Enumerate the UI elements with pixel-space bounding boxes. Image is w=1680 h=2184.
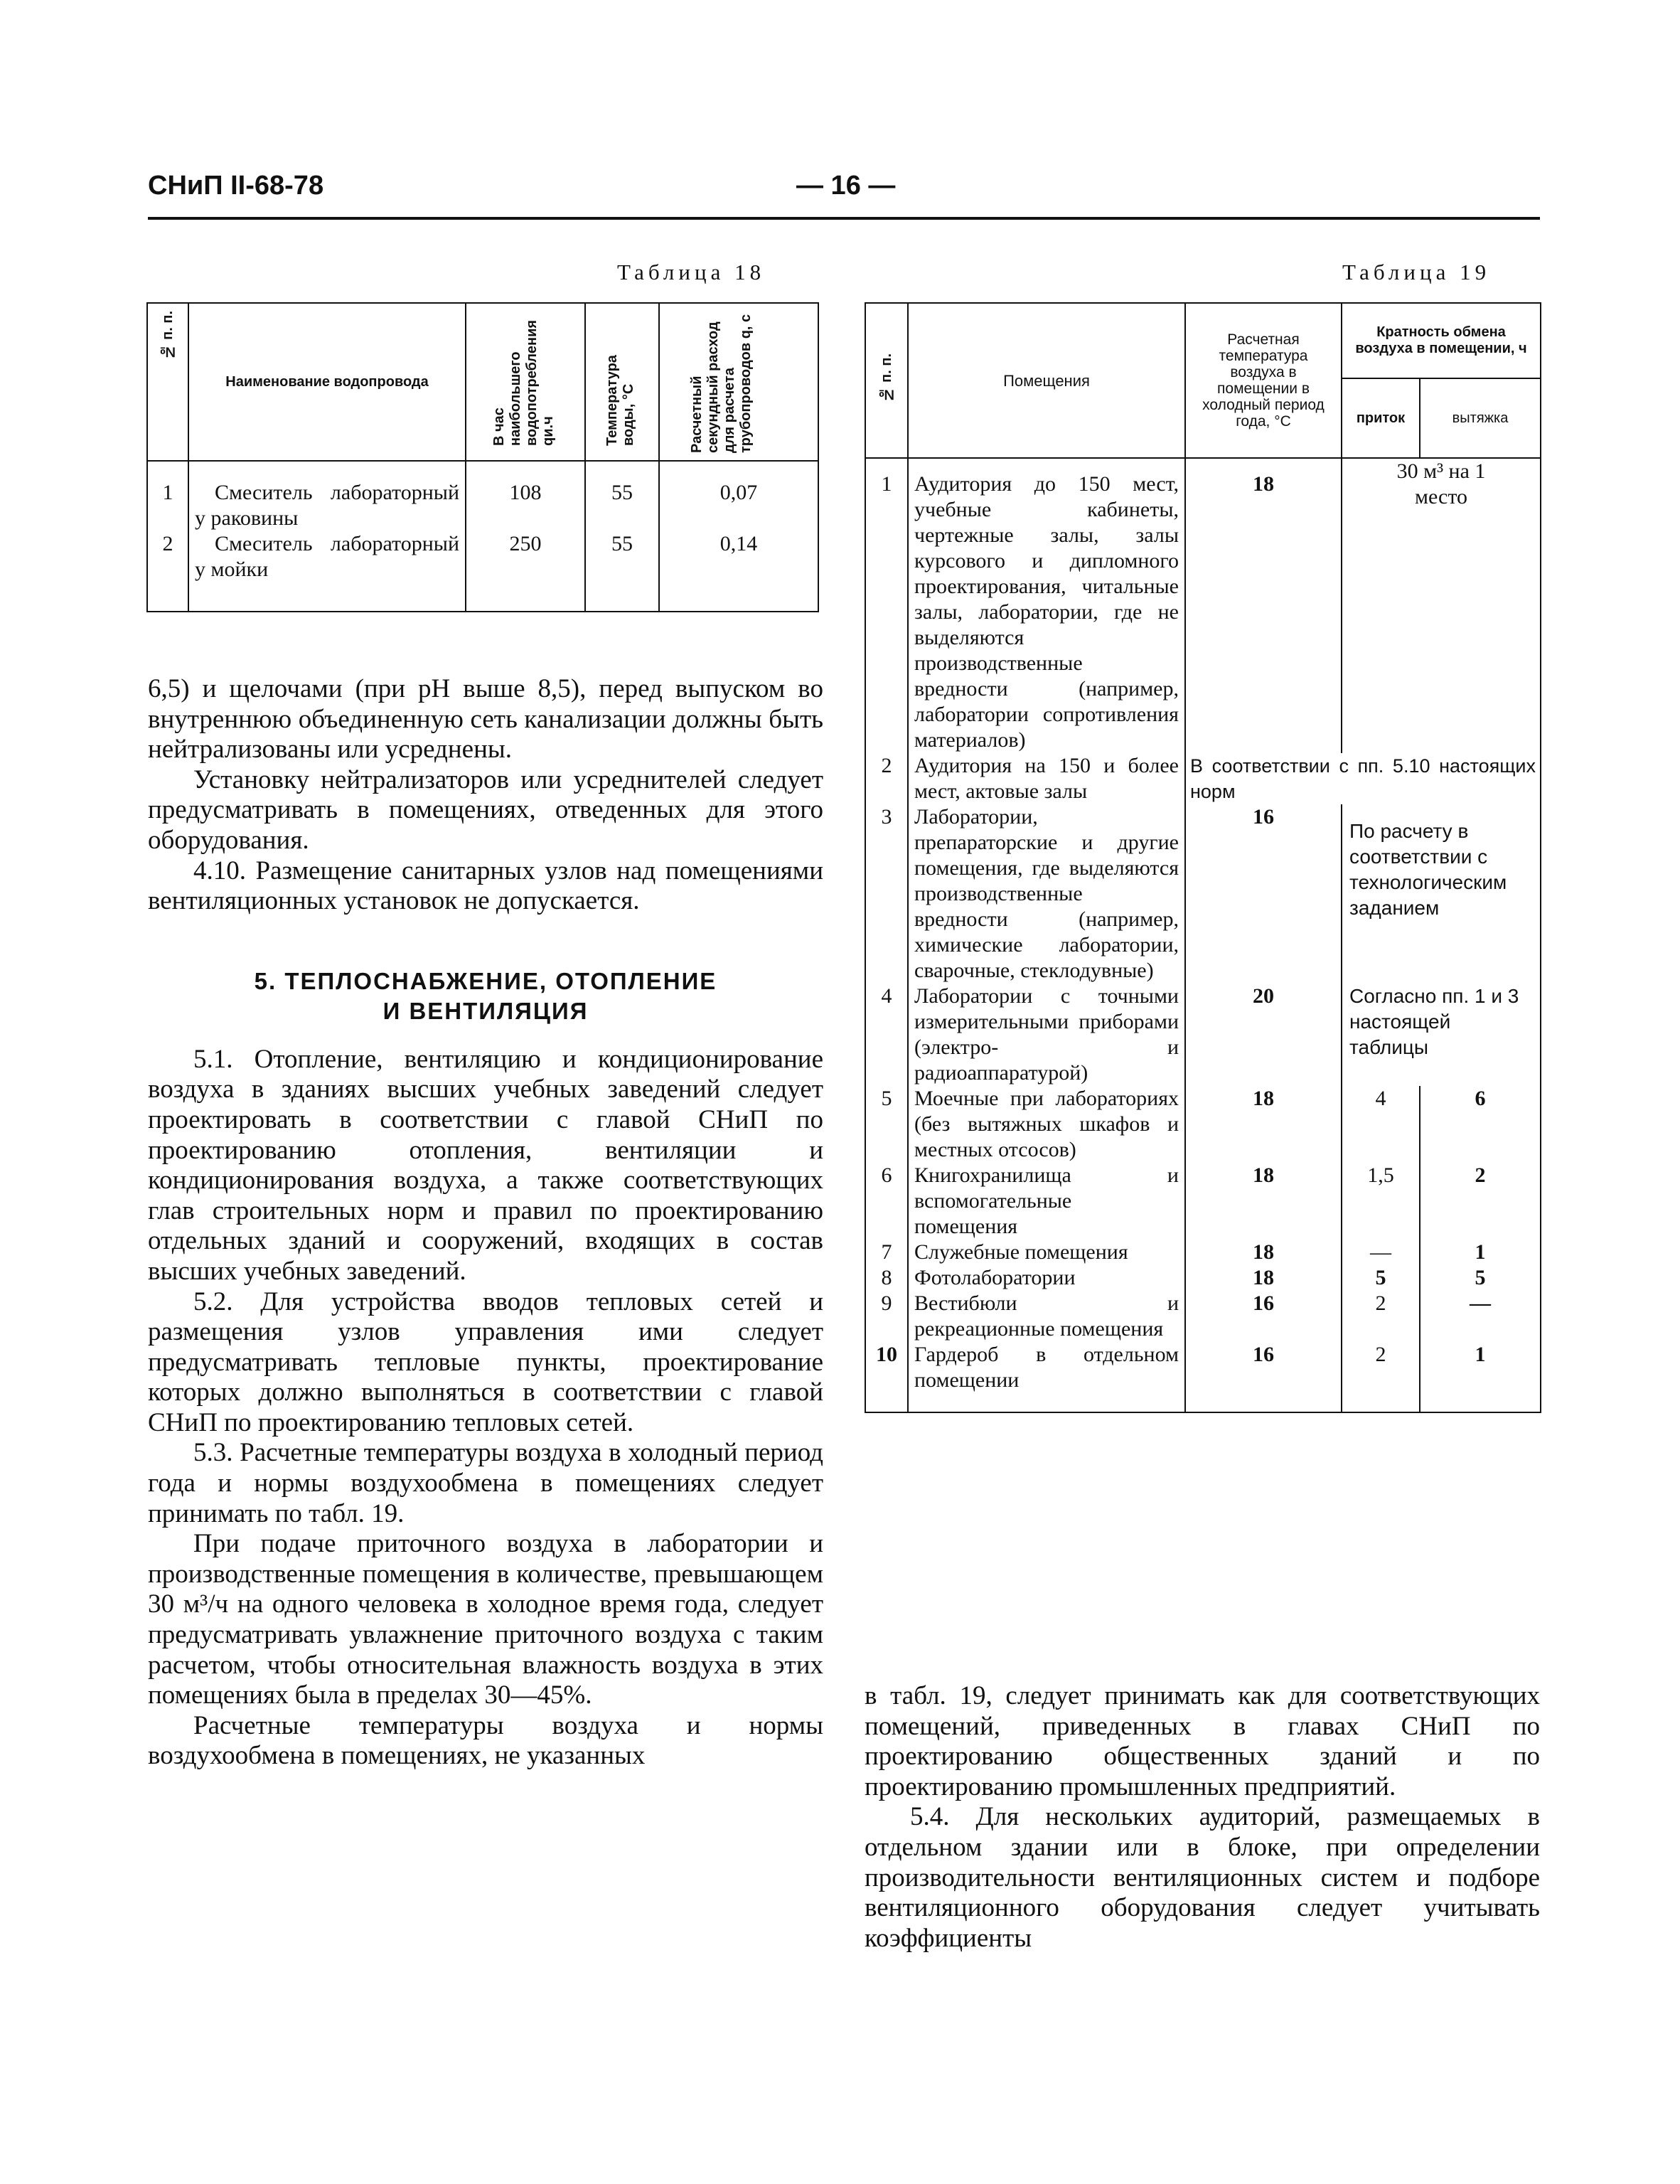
table-18 — [146, 302, 819, 612]
t19-cell-room: Книгохранилища и вспомогательные помещения — [908, 1163, 1185, 1240]
t19-header-exhaust: вытяжка — [1420, 378, 1541, 458]
t19-header-exchange: Кратность обмена воздуха в помещении, ч — [1342, 303, 1541, 378]
t19-cell-span: В соответствии с пп. 5.10 настоящих норм — [1185, 753, 1541, 804]
table-row — [147, 531, 818, 612]
t19-cell-num: 8 — [865, 1265, 908, 1291]
paragraph: 6,5) и щелочами (при pH выше 8,5), перед выпуском во внутреннюю объединенную сеть канализации должны быть нейтрализованы или усреднены. — [148, 674, 823, 765]
table-row — [865, 1240, 1541, 1265]
t19-cell-exhaust: 6 — [1420, 1086, 1541, 1163]
paragraph: в табл. 19, следует принимать как для соответствующих помещений, приведенных в главах СНиП по проектированию общественных зданий и по проектированию промышленных предприятий. — [865, 1681, 1540, 1801]
t19-cell-num: 6 — [865, 1163, 908, 1240]
t19-header-rooms: Помещения — [908, 303, 1185, 458]
t19-cell-supply: 5 — [1342, 1265, 1420, 1291]
t18-header-name: Наименование водопровода — [188, 303, 466, 461]
paragraph: 4.10. Размещение санитарных узлов над помещениями вентиляционных установок не допускается. — [148, 856, 823, 916]
t19-cell-temp: 16 — [1185, 1291, 1342, 1342]
t19-cell-num: 1 — [865, 458, 908, 753]
table-row — [865, 1342, 1541, 1412]
paragraph: Установку нейтрализаторов или усреднителей следует предусматривать в помещениях, отведенных для этого оборудования. — [148, 765, 823, 855]
t19-cell-supply: 2 — [1342, 1291, 1420, 1342]
t19-cell-room: Лаборатории с точными измерительными приборами (электро- и радиоаппаратурой) — [908, 984, 1185, 1086]
left-text-column — [148, 674, 823, 1772]
t19-cell-room: Гардероб в отдельном помещении — [908, 1342, 1185, 1412]
paragraph: Расчетные температуры воздуха и нормы воздухообмена в помещениях, не указанных — [148, 1710, 823, 1771]
t19-cell-supply: — — [1342, 1240, 1420, 1265]
t19-cell-room: Моечные при лабораториях (без вытяжных шкафов и местных отсосов) — [908, 1086, 1185, 1163]
section-heading-line1: 5. ТЕПЛОСНАБЖЕНИЕ, ОТОПЛЕНИЕ — [254, 967, 717, 994]
t19-cell-temp: 18 — [1185, 1240, 1342, 1265]
t19-cell-num: 3 — [865, 804, 908, 984]
t19-cell-room: Аудитория на 150 и более мест, актовые залы — [908, 753, 1185, 804]
t19-header-num: № п. п. — [865, 303, 908, 458]
table-row — [865, 1265, 1541, 1291]
t19-cell-supply: 1,5 — [1342, 1163, 1420, 1240]
paragraph: 5.2. Для устройства вводов тепловых сетей и размещения узлов управления ими следует предусматривать тепловые пункты, проектирование которых должно выполняться в соответствии с главой СНиП по проектированию тепловых сетей. — [148, 1287, 823, 1437]
t19-cell-num: 7 — [865, 1240, 908, 1265]
t18-cell-q-sec: 0,14 — [659, 531, 818, 612]
t18-header-q-sec: Расчетный секундный расход для расчета трубопроводов q, с — [659, 303, 818, 461]
t18-cell-name: Смеситель лабораторный у раковины — [188, 461, 466, 531]
t18-cell-num: 1 — [147, 461, 188, 531]
table-row — [865, 1086, 1541, 1163]
t19-cell-temp: 20 — [1185, 984, 1342, 1086]
table-row — [865, 804, 1541, 984]
t18-cell-temp: 55 — [585, 531, 659, 612]
t19-cell-temp: 18 — [1185, 458, 1342, 753]
t19-cell-num: 4 — [865, 984, 908, 1086]
t18-cell-name: Смеситель лабораторный у мойки — [188, 531, 466, 612]
t19-cell-exchange: 30 м³ на 1 место — [1342, 458, 1541, 753]
page-number: — 16 — — [796, 171, 896, 201]
t19-cell-temp: 18 — [1185, 1086, 1342, 1163]
t19-cell-room: Аудитория до 150 мест, учебные кабинеты, чертежные залы, залы курсового и дипломного проектирования, читальные залы, лаборатории, где не выделяются производственные вредности (например, лаборатории сопротивления материалов) — [908, 458, 1185, 753]
table-row — [865, 1163, 1541, 1240]
t19-cell-supply: 2 — [1342, 1342, 1420, 1412]
t19-cell-exhaust: — — [1420, 1291, 1541, 1342]
t19-cell-temp: 16 — [1185, 1342, 1342, 1412]
section-heading — [148, 966, 823, 1026]
table-row — [865, 753, 1541, 804]
t19-cell-exhaust: 5 — [1420, 1265, 1541, 1291]
t19-cell-temp: 16 — [1185, 804, 1342, 984]
t19-cell-num: 9 — [865, 1291, 908, 1342]
t18-cell-temp: 55 — [585, 461, 659, 531]
paragraph: При подаче приточного воздуха в лаборатории и производственные помещения в количестве, превышающем 30 м³/ч на одного человека в холодное время года, следует предусматривать увлажнение приточного воздуха с таким расчетом, чтобы относительная влажность воздуха в этих помещениях была в пределах 30—45%. — [148, 1529, 823, 1710]
t19-cell-temp: 18 — [1185, 1163, 1342, 1240]
t18-header-q-hour: В час наибольшего водопотребления qи.ч — [466, 303, 585, 461]
t19-header-temp: Расчетная температура воздуха в помещении в холодный период года, °С — [1185, 303, 1342, 458]
table-row — [865, 984, 1541, 1086]
section-heading-line2: И ВЕНТИЛЯЦИЯ — [382, 997, 589, 1024]
t19-cell-temp: 18 — [1185, 1265, 1342, 1291]
t19-cell-exhaust: 2 — [1420, 1163, 1541, 1240]
table-19 — [865, 302, 1541, 1413]
t19-cell-room: Лаборатории, препараторские и другие помещения, где выделяются производственные вредности (например, химические лаборатории, сварочные, стеклодувные) — [908, 804, 1185, 984]
header-rule — [148, 217, 1540, 220]
t19-cell-room: Вестибюли и рекреационные помещения — [908, 1291, 1185, 1342]
t18-cell-q-sec: 0,07 — [659, 461, 818, 531]
table-18-caption: Таблица 18 — [617, 260, 766, 284]
document-code: СНиП II-68-78 — [148, 171, 324, 201]
paragraph: 5.3. Расчетные температуры воздуха в холодный период года и нормы воздухообмена в помещениях следует принимать по табл. 19. — [148, 1438, 823, 1528]
t19-cell-exhaust: 1 — [1420, 1342, 1541, 1412]
t18-header-num: № п. п. — [147, 303, 188, 461]
t19-cell-num: 2 — [865, 753, 908, 804]
t18-header-temp: Температура воды, °С — [585, 303, 659, 461]
table-row — [147, 461, 818, 531]
t19-cell-num: 10 — [865, 1342, 908, 1412]
t19-cell-room: Фотолаборатории — [908, 1265, 1185, 1291]
t18-cell-num: 2 — [147, 531, 188, 612]
t19-cell-room: Служебные помещения — [908, 1240, 1185, 1265]
table-row — [865, 458, 1541, 753]
t19-cell-supply: 4 — [1342, 1086, 1420, 1163]
t19-cell-exhaust: 1 — [1420, 1240, 1541, 1265]
t19-cell-exchange: По расчету в соответствии с технологическим заданием — [1342, 804, 1541, 984]
t19-header-supply: приток — [1342, 378, 1420, 458]
paragraph: 5.1. Отопление, вентиляцию и кондиционирование воздуха в зданиях высших учебных заведений следует проектировать в соответствии с главой СНиП по проектированию отопления, вентиляции и кондиционирования воздуха, а также соответствующих глав строительных норм и правил по проектированию отдельных зданий и сооружений, входящих в состав высших учебных заведений. — [148, 1044, 823, 1286]
t18-cell-q-hour: 250 — [466, 531, 585, 612]
t18-cell-q-hour: 108 — [466, 461, 585, 531]
paragraph: 5.4. Для нескольких аудиторий, размещаемых в отдельном здании или в блоке, при определении производительности вентиляционных систем и подборе вентиляционного оборудования следует учитывать коэффициенты — [865, 1802, 1540, 1953]
t19-cell-num: 5 — [865, 1086, 908, 1163]
table-row — [865, 1291, 1541, 1342]
t19-cell-exchange: Согласно пп. 1 и 3 настоящей таблицы — [1342, 984, 1541, 1086]
right-text-column — [865, 1681, 1540, 1954]
table-19-caption: Таблица 19 — [1342, 260, 1491, 284]
